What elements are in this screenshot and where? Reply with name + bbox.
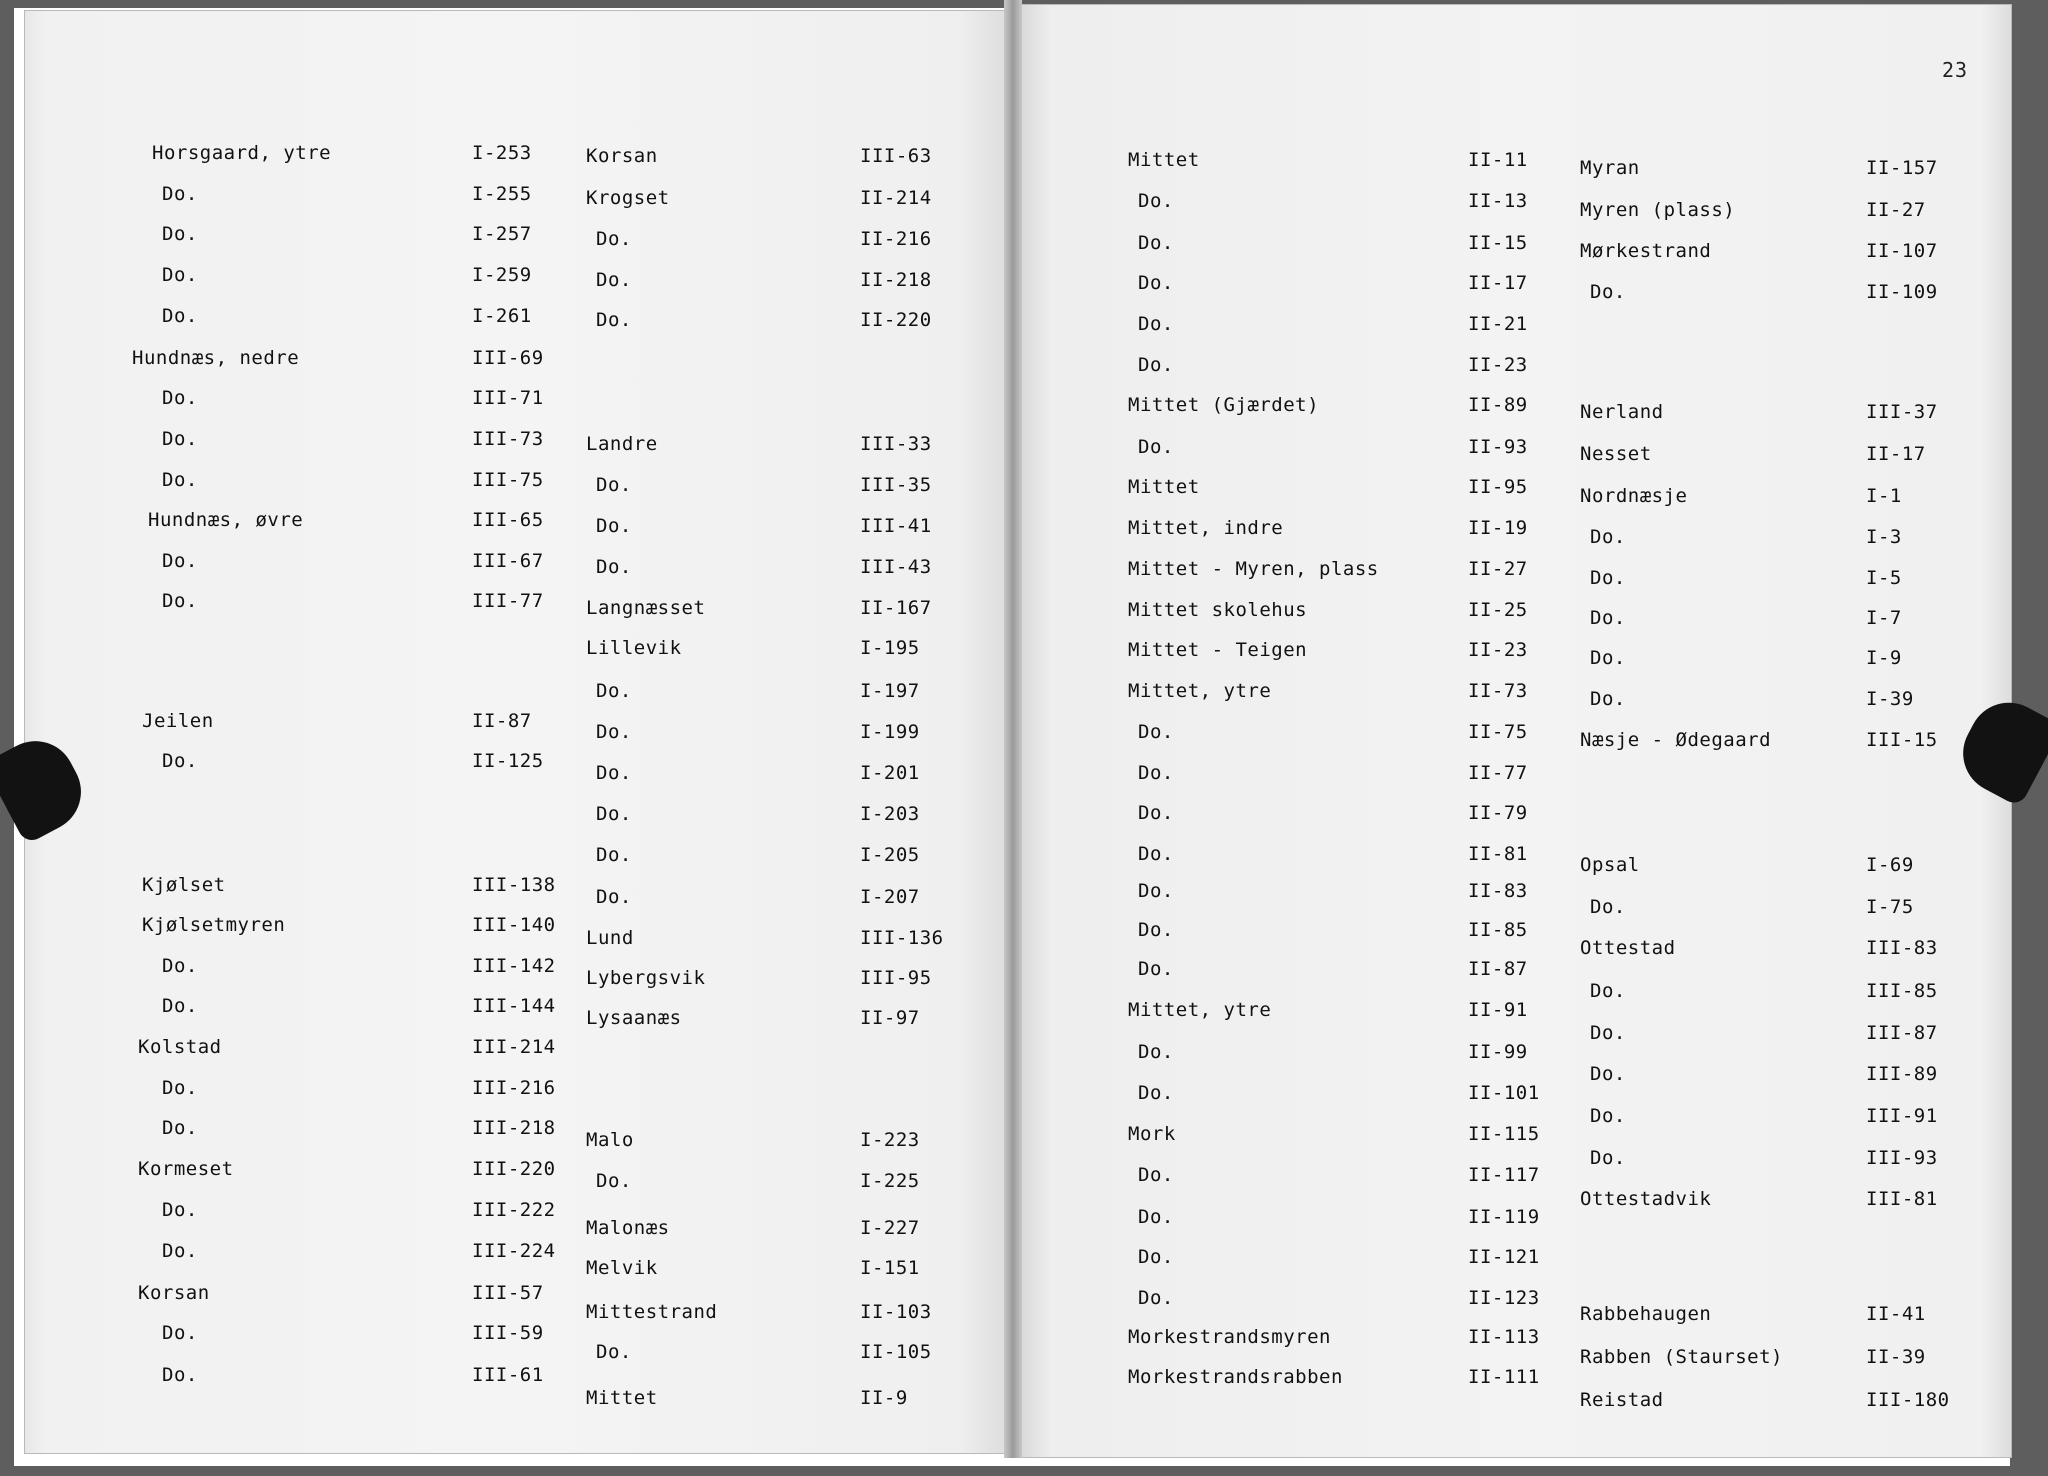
- volume-reference: III-142: [472, 955, 556, 977]
- volume-reference: II-23: [1468, 639, 1528, 661]
- volume-reference: I-259: [472, 264, 532, 286]
- volume-reference: I-5: [1866, 567, 1902, 589]
- place-name: Do.: [162, 1077, 198, 1099]
- volume-reference: I-199: [860, 721, 920, 743]
- volume-reference: I-205: [860, 844, 920, 866]
- volume-reference: III-91: [1866, 1105, 1938, 1127]
- place-name: Do.: [1138, 313, 1174, 335]
- volume-reference: II-107: [1866, 240, 1938, 262]
- volume-reference: II-11: [1468, 149, 1528, 171]
- volume-reference: II-19: [1468, 517, 1528, 539]
- place-name: Do.: [596, 886, 632, 908]
- volume-reference: II-167: [860, 597, 932, 619]
- volume-reference: II-157: [1866, 157, 1938, 179]
- place-name: Mørkestrand: [1580, 240, 1712, 262]
- place-name: Do.: [1590, 647, 1626, 669]
- volume-reference: III-43: [860, 556, 932, 578]
- volume-reference: II-113: [1468, 1326, 1540, 1348]
- volume-reference: II-91: [1468, 999, 1528, 1021]
- volume-reference: III-41: [860, 515, 932, 537]
- place-name: Do.: [1590, 526, 1626, 548]
- place-name: Do.: [162, 264, 198, 286]
- place-name: Do.: [596, 721, 632, 743]
- volume-reference: II-89: [1468, 394, 1528, 416]
- volume-reference: III-222: [472, 1199, 556, 1221]
- place-name: Do.: [596, 803, 632, 825]
- place-name: Ottestad: [1580, 937, 1676, 959]
- volume-reference: III-136: [860, 927, 944, 949]
- place-name: Mittet skolehus: [1128, 599, 1308, 621]
- volume-reference: II-41: [1866, 1303, 1926, 1325]
- place-name: Morkestrandsmyren: [1128, 1326, 1331, 1348]
- volume-reference: I-195: [860, 637, 920, 659]
- volume-reference: III-85: [1866, 980, 1938, 1002]
- place-name: Korsan: [138, 1282, 210, 1304]
- place-name: Korsan: [586, 145, 658, 167]
- place-name: Do.: [162, 1199, 198, 1221]
- volume-reference: III-87: [1866, 1022, 1938, 1044]
- place-name: Kjølset: [142, 874, 226, 896]
- place-name: Mittestrand: [586, 1301, 718, 1323]
- place-name: Do.: [1590, 607, 1626, 629]
- place-name: Do.: [1138, 958, 1174, 980]
- place-name: Do.: [1138, 190, 1174, 212]
- place-name: Lysaanæs: [586, 1007, 682, 1029]
- volume-reference: II-77: [1468, 762, 1528, 784]
- volume-reference: III-81: [1866, 1188, 1938, 1210]
- volume-reference: II-99: [1468, 1041, 1528, 1063]
- volume-reference: III-93: [1866, 1147, 1938, 1169]
- place-name: Do.: [596, 228, 632, 250]
- volume-reference: II-23: [1468, 354, 1528, 376]
- volume-reference: II-123: [1468, 1287, 1540, 1309]
- place-name: Malo: [586, 1129, 634, 1151]
- volume-reference: I-257: [472, 223, 532, 245]
- place-name: Lund: [586, 927, 634, 949]
- place-name: Opsal: [1580, 854, 1640, 876]
- place-name: Do.: [162, 750, 198, 772]
- place-name: Do.: [1138, 762, 1174, 784]
- volume-reference: III-75: [472, 469, 544, 491]
- volume-reference: II-39: [1866, 1346, 1926, 1368]
- volume-reference: I-201: [860, 762, 920, 784]
- place-name: Do.: [596, 680, 632, 702]
- volume-reference: III-216: [472, 1077, 556, 1099]
- volume-reference: II-95: [1468, 476, 1528, 498]
- place-name: Do.: [1590, 1063, 1626, 1085]
- place-name: Kjølsetmyren: [142, 914, 286, 936]
- volume-reference: II-9: [860, 1387, 908, 1409]
- place-name: Lillevik: [586, 637, 682, 659]
- place-name: Reistad: [1580, 1389, 1664, 1411]
- place-name: Næsje - Ødegaard: [1580, 729, 1772, 751]
- volume-reference: II-117: [1468, 1164, 1540, 1186]
- volume-reference: I-255: [472, 183, 532, 205]
- place-name: Do.: [1138, 436, 1174, 458]
- place-name: Malonæs: [586, 1217, 670, 1239]
- volume-reference: I-223: [860, 1129, 920, 1151]
- place-name: Do.: [1138, 272, 1174, 294]
- place-name: Do.: [162, 469, 198, 491]
- place-name: Mittet: [1128, 476, 1200, 498]
- volume-reference: II-21: [1468, 313, 1528, 335]
- volume-reference: III-67: [472, 550, 544, 572]
- volume-reference: II-27: [1866, 199, 1926, 221]
- place-name: Do.: [162, 995, 198, 1017]
- volume-reference: III-37: [1866, 401, 1938, 423]
- place-name: Do.: [162, 1240, 198, 1262]
- book-gutter: [1004, 0, 1022, 1458]
- volume-reference: I-3: [1866, 526, 1902, 548]
- place-name: Do.: [596, 762, 632, 784]
- volume-reference: I-9: [1866, 647, 1902, 669]
- volume-reference: II-15: [1468, 232, 1528, 254]
- volume-reference: II-87: [472, 710, 532, 732]
- place-name: Do.: [1138, 843, 1174, 865]
- volume-reference: III-180: [1866, 1389, 1950, 1411]
- place-name: Do.: [596, 1170, 632, 1192]
- place-name: Do.: [1138, 232, 1174, 254]
- place-name: Do.: [596, 269, 632, 291]
- place-name: Do.: [1590, 688, 1626, 710]
- place-name: Do.: [1138, 802, 1174, 824]
- volume-reference: III-63: [860, 145, 932, 167]
- volume-reference: I-253: [472, 142, 532, 164]
- volume-reference: III-144: [472, 995, 556, 1017]
- place-name: Mittet: [586, 1387, 658, 1409]
- volume-reference: III-138: [472, 874, 556, 896]
- volume-reference: II-85: [1468, 919, 1528, 941]
- volume-reference: II-119: [1468, 1206, 1540, 1228]
- volume-reference: II-101: [1468, 1082, 1540, 1104]
- volume-reference: II-125: [472, 750, 544, 772]
- place-name: Do.: [162, 1117, 198, 1139]
- place-name: Mittet, ytre: [1128, 999, 1272, 1021]
- volume-reference: I-261: [472, 305, 532, 327]
- place-name: Lybergsvik: [586, 967, 706, 989]
- place-name: Do.: [1138, 1041, 1174, 1063]
- volume-reference: II-121: [1468, 1246, 1540, 1268]
- place-name: Do.: [162, 387, 198, 409]
- place-name: Hundnæs, øvre: [148, 509, 304, 531]
- place-name: Myren (plass): [1580, 199, 1736, 221]
- volume-reference: III-83: [1866, 937, 1938, 959]
- place-name: Mork: [1128, 1123, 1176, 1145]
- place-name: Do.: [1590, 980, 1626, 1002]
- place-name: Morkestrandsrabben: [1128, 1366, 1343, 1388]
- place-name: Do.: [1138, 880, 1174, 902]
- place-name: Kormeset: [138, 1158, 234, 1180]
- volume-reference: II-75: [1468, 721, 1528, 743]
- volume-reference: II-115: [1468, 1123, 1540, 1145]
- place-name: Do.: [162, 955, 198, 977]
- volume-reference: II-83: [1468, 880, 1528, 902]
- place-name: Kolstad: [138, 1036, 222, 1058]
- volume-reference: III-15: [1866, 729, 1938, 751]
- place-name: Do.: [1590, 1022, 1626, 1044]
- volume-reference: III-73: [472, 428, 544, 450]
- volume-reference: III-224: [472, 1240, 556, 1262]
- place-name: Do.: [1590, 1147, 1626, 1169]
- volume-reference: III-77: [472, 590, 544, 612]
- place-name: Nesset: [1580, 443, 1652, 465]
- place-name: Mittet - Myren, plass: [1128, 558, 1379, 580]
- volume-reference: I-197: [860, 680, 920, 702]
- volume-reference: I-7: [1866, 607, 1902, 629]
- volume-reference: II-17: [1468, 272, 1528, 294]
- volume-reference: III-65: [472, 509, 544, 531]
- volume-reference: III-61: [472, 1364, 544, 1386]
- volume-reference: I-203: [860, 803, 920, 825]
- volume-reference: II-27: [1468, 558, 1528, 580]
- volume-reference: III-57: [472, 1282, 544, 1304]
- volume-reference: III-140: [472, 914, 556, 936]
- volume-reference: III-35: [860, 474, 932, 496]
- place-name: Krogset: [586, 187, 670, 209]
- volume-reference: III-59: [472, 1322, 544, 1344]
- volume-reference: II-109: [1866, 281, 1938, 303]
- place-name: Nordnæsje: [1580, 485, 1688, 507]
- place-name: Mittet (Gjærdet): [1128, 394, 1320, 416]
- place-name: Do.: [596, 1341, 632, 1363]
- place-name: Do.: [1138, 919, 1174, 941]
- place-name: Landre: [586, 433, 658, 455]
- place-name: Rabben (Staurset): [1580, 1346, 1783, 1368]
- volume-reference: II-87: [1468, 958, 1528, 980]
- place-name: Mittet - Teigen: [1128, 639, 1308, 661]
- place-name: Do.: [596, 844, 632, 866]
- volume-reference: I-1: [1866, 485, 1902, 507]
- place-name: Do.: [1138, 354, 1174, 376]
- volume-reference: III-89: [1866, 1063, 1938, 1085]
- place-name: Do.: [596, 474, 632, 496]
- volume-reference: I-75: [1866, 896, 1914, 918]
- place-name: Do.: [596, 515, 632, 537]
- volume-reference: I-151: [860, 1257, 920, 1279]
- place-name: Do.: [1138, 1164, 1174, 1186]
- place-name: Do.: [1590, 281, 1626, 303]
- place-name: Do.: [162, 428, 198, 450]
- place-name: Hundnæs, nedre: [132, 347, 300, 369]
- volume-reference: III-220: [472, 1158, 556, 1180]
- place-name: Do.: [1138, 721, 1174, 743]
- place-name: Do.: [1590, 567, 1626, 589]
- place-name: Do.: [1138, 1082, 1174, 1104]
- volume-reference: I-225: [860, 1170, 920, 1192]
- volume-reference: III-218: [472, 1117, 556, 1139]
- place-name: Do.: [162, 550, 198, 572]
- place-name: Do.: [1138, 1246, 1174, 1268]
- volume-reference: III-214: [472, 1036, 556, 1058]
- place-name: Myran: [1580, 157, 1640, 179]
- volume-reference: II-79: [1468, 802, 1528, 824]
- place-name: Do.: [1590, 896, 1626, 918]
- volume-reference: III-95: [860, 967, 932, 989]
- volume-reference: II-103: [860, 1301, 932, 1323]
- volume-reference: II-93: [1468, 436, 1528, 458]
- volume-reference: III-69: [472, 347, 544, 369]
- place-name: Mittet: [1128, 149, 1200, 171]
- volume-reference: II-81: [1468, 843, 1528, 865]
- place-name: Do.: [596, 556, 632, 578]
- place-name: Ottestadvik: [1580, 1188, 1712, 1210]
- volume-reference: III-71: [472, 387, 544, 409]
- place-name: Melvik: [586, 1257, 658, 1279]
- place-name: Mittet, indre: [1128, 517, 1284, 539]
- volume-reference: II-218: [860, 269, 932, 291]
- volume-reference: II-73: [1468, 680, 1528, 702]
- place-name: Rabbehaugen: [1580, 1303, 1712, 1325]
- volume-reference: II-111: [1468, 1366, 1540, 1388]
- place-name: Do.: [162, 223, 198, 245]
- place-name: Mittet, ytre: [1128, 680, 1272, 702]
- volume-reference: II-216: [860, 228, 932, 250]
- place-name: Do.: [162, 183, 198, 205]
- volume-reference: I-207: [860, 886, 920, 908]
- volume-reference: II-220: [860, 309, 932, 331]
- volume-reference: II-17: [1866, 443, 1926, 465]
- place-name: Nerland: [1580, 401, 1664, 423]
- place-name: Horsgaard, ytre: [152, 142, 332, 164]
- place-name: Do.: [1590, 1105, 1626, 1127]
- place-name: Langnæsset: [586, 597, 706, 619]
- place-name: Do.: [162, 305, 198, 327]
- volume-reference: II-214: [860, 187, 932, 209]
- place-name: Do.: [1138, 1206, 1174, 1228]
- place-name: Do.: [162, 1364, 198, 1386]
- volume-reference: II-13: [1468, 190, 1528, 212]
- volume-reference: I-69: [1866, 854, 1914, 876]
- place-name: Jeilen: [142, 710, 214, 732]
- place-name: Do.: [596, 309, 632, 331]
- place-name: Do.: [162, 1322, 198, 1344]
- volume-reference: II-105: [860, 1341, 932, 1363]
- volume-reference: III-33: [860, 433, 932, 455]
- volume-reference: II-97: [860, 1007, 920, 1029]
- page-number: 23: [1942, 58, 1969, 82]
- place-name: Do.: [1138, 1287, 1174, 1309]
- volume-reference: II-25: [1468, 599, 1528, 621]
- place-name: Do.: [162, 590, 198, 612]
- volume-reference: I-227: [860, 1217, 920, 1239]
- volume-reference: I-39: [1866, 688, 1914, 710]
